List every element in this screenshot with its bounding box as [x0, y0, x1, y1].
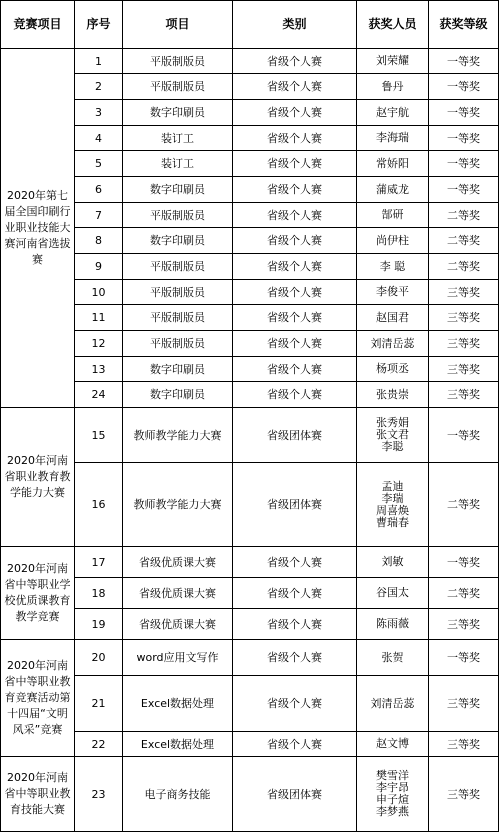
winners-cell — [357, 609, 429, 640]
seq-cell: 21 — [75, 676, 123, 732]
item-cell: 教师教学能力大赛 — [123, 408, 233, 463]
winners-cell — [357, 203, 429, 228]
level-cell: 三等奖 — [429, 676, 499, 732]
item-cell: word应用文写作 — [123, 640, 233, 676]
category-cell: 省级个人赛 — [233, 177, 357, 203]
item-cell: 平版制版员 — [123, 203, 233, 228]
winners-cell — [357, 228, 429, 254]
category-cell: 省级个人赛 — [233, 151, 357, 177]
seq-cell: 3 — [75, 100, 123, 126]
winner-name: 李俊平 — [376, 285, 409, 298]
level-cell: 二等奖 — [429, 254, 499, 280]
table-row — [1, 640, 499, 676]
table-row — [1, 254, 499, 280]
winner-name: 蒲威龙 — [376, 182, 409, 196]
level-cell: 三等奖 — [429, 331, 499, 357]
winners-cell — [357, 357, 429, 382]
winner-name: 李梦燕 — [376, 805, 409, 818]
item-cell: 电子商务技能 — [123, 757, 233, 832]
seq-cell: 22 — [75, 732, 123, 757]
winner-name: 赵宇航 — [376, 105, 409, 119]
competition-cell: 2020年河南省中等职业教育竞赛活动第十四届“文明风采”竞赛 — [1, 640, 75, 757]
item-cell: 数字印刷员 — [123, 382, 233, 408]
table-row — [1, 228, 499, 254]
winner-name: 曹瑞春 — [376, 515, 409, 529]
winners-cell — [357, 640, 429, 676]
level-cell: 二等奖 — [429, 228, 499, 254]
table-row — [1, 463, 499, 547]
winner-name: 申子煊 — [376, 793, 409, 806]
seq-cell: 13 — [75, 357, 123, 382]
header-winners: 获奖人员 — [357, 1, 429, 49]
category-cell: 省级个人赛 — [233, 228, 357, 254]
table-body — [1, 49, 499, 832]
table-row — [1, 609, 499, 640]
winner-name: 尚伊柱 — [376, 233, 409, 247]
table-row — [1, 578, 499, 609]
winners-cell — [357, 74, 429, 100]
table-row — [1, 732, 499, 757]
winners-cell — [357, 151, 429, 177]
table-row — [1, 382, 499, 408]
category-cell: 省级个人赛 — [233, 578, 357, 609]
level-cell: 一等奖 — [429, 408, 499, 463]
winner-name: 赵文博 — [376, 737, 409, 750]
category-cell: 省级个人赛 — [233, 382, 357, 408]
item-cell: 数字印刷员 — [123, 100, 233, 126]
category-cell: 省级个人赛 — [233, 74, 357, 100]
winner-name: 刘敏 — [381, 555, 404, 568]
seq-cell: 8 — [75, 228, 123, 254]
category-cell: 省级个人赛 — [233, 640, 357, 676]
winner-name: 樊雪洋 — [376, 769, 409, 782]
level-cell: 三等奖 — [429, 757, 499, 832]
competition-cell: 2020年河南省职业教育教学能力大赛 — [1, 408, 75, 547]
winners-cell — [357, 305, 429, 331]
table-row — [1, 408, 499, 463]
category-cell: 省级个人赛 — [233, 49, 357, 74]
level-cell: 三等奖 — [429, 280, 499, 305]
table-row — [1, 676, 499, 732]
item-cell: 教师教学能力大赛 — [123, 463, 233, 547]
item-cell: 装订工 — [123, 126, 233, 151]
category-cell: 省级个人赛 — [233, 203, 357, 228]
seq-cell: 23 — [75, 757, 123, 832]
seq-cell: 18 — [75, 578, 123, 609]
winner-name: 张贺 — [381, 650, 404, 664]
winner-name: 谷国太 — [376, 586, 409, 599]
table-row — [1, 357, 499, 382]
category-cell: 省级个人赛 — [233, 331, 357, 357]
winner-name: 李 聪 — [379, 259, 406, 273]
seq-cell: 9 — [75, 254, 123, 280]
winner-name: 李宇昂 — [376, 781, 409, 794]
item-cell: 平版制版员 — [123, 280, 233, 305]
level-cell: 三等奖 — [429, 609, 499, 640]
table-row — [1, 49, 499, 74]
level-cell: 一等奖 — [429, 640, 499, 676]
winner-name: 常娇阳 — [376, 156, 409, 170]
level-cell: 三等奖 — [429, 732, 499, 757]
winner-name: 杨项丞 — [376, 362, 409, 375]
winner-name: 刘荣耀 — [376, 54, 409, 67]
winner-name: 刘清岳蕊 — [370, 696, 415, 710]
winners-cell — [357, 126, 429, 151]
category-cell: 省级个人赛 — [233, 609, 357, 640]
item-cell: 数字印刷员 — [123, 177, 233, 203]
header-seq: 序号 — [75, 1, 123, 49]
seq-cell: 5 — [75, 151, 123, 177]
winner-name: 李瑞 — [381, 491, 404, 505]
winner-name: 张秀娟 — [376, 416, 409, 429]
seq-cell: 10 — [75, 280, 123, 305]
category-cell: 省级个人赛 — [233, 126, 357, 151]
seq-cell: 12 — [75, 331, 123, 357]
category-cell: 省级个人赛 — [233, 732, 357, 757]
table-row — [1, 757, 499, 832]
seq-cell: 17 — [75, 547, 123, 578]
level-cell: 一等奖 — [429, 126, 499, 151]
item-cell: Excel数据处理 — [123, 676, 233, 732]
table-row — [1, 177, 499, 203]
category-cell: 省级个人赛 — [233, 357, 357, 382]
item-cell: 数字印刷员 — [123, 228, 233, 254]
winners-cell — [357, 49, 429, 74]
level-cell: 一等奖 — [429, 151, 499, 177]
winners-cell — [357, 732, 429, 757]
category-cell: 省级个人赛 — [233, 280, 357, 305]
winner-name: 周喜焕 — [376, 503, 409, 517]
category-cell: 省级个人赛 — [233, 547, 357, 578]
level-cell: 二等奖 — [429, 578, 499, 609]
winners-cell — [357, 100, 429, 126]
table-row — [1, 305, 499, 331]
item-cell: 平版制版员 — [123, 254, 233, 280]
table-row — [1, 331, 499, 357]
level-cell: 三等奖 — [429, 382, 499, 408]
category-cell: 省级团体赛 — [233, 463, 357, 547]
level-cell: 三等奖 — [429, 357, 499, 382]
item-cell: 平版制版员 — [123, 49, 233, 74]
level-cell: 三等奖 — [429, 305, 499, 331]
winner-name: 李海瑞 — [376, 131, 409, 144]
winners-cell — [357, 177, 429, 203]
winners-cell — [357, 676, 429, 732]
item-cell: 数字印刷员 — [123, 357, 233, 382]
seq-cell: 1 — [75, 49, 123, 74]
competition-cell: 2020年河南省中等职业教育技能大赛 — [1, 757, 75, 832]
category-cell: 省级个人赛 — [233, 254, 357, 280]
header-level: 获奖等级 — [429, 1, 499, 49]
seq-cell: 15 — [75, 408, 123, 463]
item-cell: 平版制版员 — [123, 331, 233, 357]
winners-cell — [357, 547, 429, 578]
header-category: 类别 — [233, 1, 357, 49]
category-cell: 省级个人赛 — [233, 100, 357, 126]
winner-name: 刘清岳蕊 — [370, 336, 415, 350]
item-cell: 省级优质课大赛 — [123, 547, 233, 578]
seq-cell: 19 — [75, 609, 123, 640]
winners-cell — [357, 408, 429, 463]
item-cell: 省级优质课大赛 — [123, 609, 233, 640]
winner-name: 郜研 — [381, 208, 404, 221]
header-competition: 竞赛项目 — [1, 1, 75, 49]
level-cell: 一等奖 — [429, 49, 499, 74]
table-row — [1, 74, 499, 100]
table-row — [1, 547, 499, 578]
seq-cell: 2 — [75, 74, 123, 100]
winner-name: 赵国君 — [376, 310, 409, 324]
category-cell: 省级个人赛 — [233, 305, 357, 331]
winners-cell — [357, 382, 429, 408]
level-cell: 二等奖 — [429, 463, 499, 547]
winners-cell — [357, 254, 429, 280]
winners-cell — [357, 578, 429, 609]
level-cell: 一等奖 — [429, 177, 499, 203]
winners-cell — [357, 463, 429, 547]
item-cell: Excel数据处理 — [123, 732, 233, 757]
winners-cell — [357, 280, 429, 305]
item-cell: 平版制版员 — [123, 74, 233, 100]
table-row — [1, 280, 499, 305]
level-cell: 一等奖 — [429, 100, 499, 126]
table-row — [1, 151, 499, 177]
seq-cell: 6 — [75, 177, 123, 203]
winner-name: 陈雨薇 — [376, 617, 409, 630]
category-cell: 省级团体赛 — [233, 408, 357, 463]
item-cell: 装订工 — [123, 151, 233, 177]
seq-cell: 11 — [75, 305, 123, 331]
winners-cell — [357, 331, 429, 357]
winner-name: 张贵崇 — [376, 387, 409, 401]
seq-cell: 7 — [75, 203, 123, 228]
winner-name: 孟迪 — [381, 479, 404, 493]
category-cell: 省级团体赛 — [233, 757, 357, 832]
seq-cell: 4 — [75, 126, 123, 151]
competition-cell: 2020年第七届全国印刷行业职业技能大赛河南省选拔赛 — [1, 49, 75, 408]
seq-cell: 20 — [75, 640, 123, 676]
header-item: 项目 — [123, 1, 233, 49]
winner-name: 张文君 — [376, 428, 409, 441]
seq-cell: 24 — [75, 382, 123, 408]
competition-cell: 2020年河南省中等职业学校优质课教育教学竞赛 — [1, 547, 75, 640]
table-row — [1, 100, 499, 126]
item-cell: 平版制版员 — [123, 305, 233, 331]
seq-cell: 16 — [75, 463, 123, 547]
category-cell: 省级个人赛 — [233, 676, 357, 732]
item-cell: 省级优质课大赛 — [123, 578, 233, 609]
level-cell: 一等奖 — [429, 547, 499, 578]
table-row — [1, 126, 499, 151]
winner-name: 李聪 — [381, 440, 404, 453]
winners-cell — [357, 757, 429, 832]
table-row — [1, 203, 499, 228]
level-cell: 一等奖 — [429, 74, 499, 100]
header-row — [1, 1, 499, 49]
level-cell: 二等奖 — [429, 203, 499, 228]
winner-name: 鲁丹 — [381, 79, 404, 93]
